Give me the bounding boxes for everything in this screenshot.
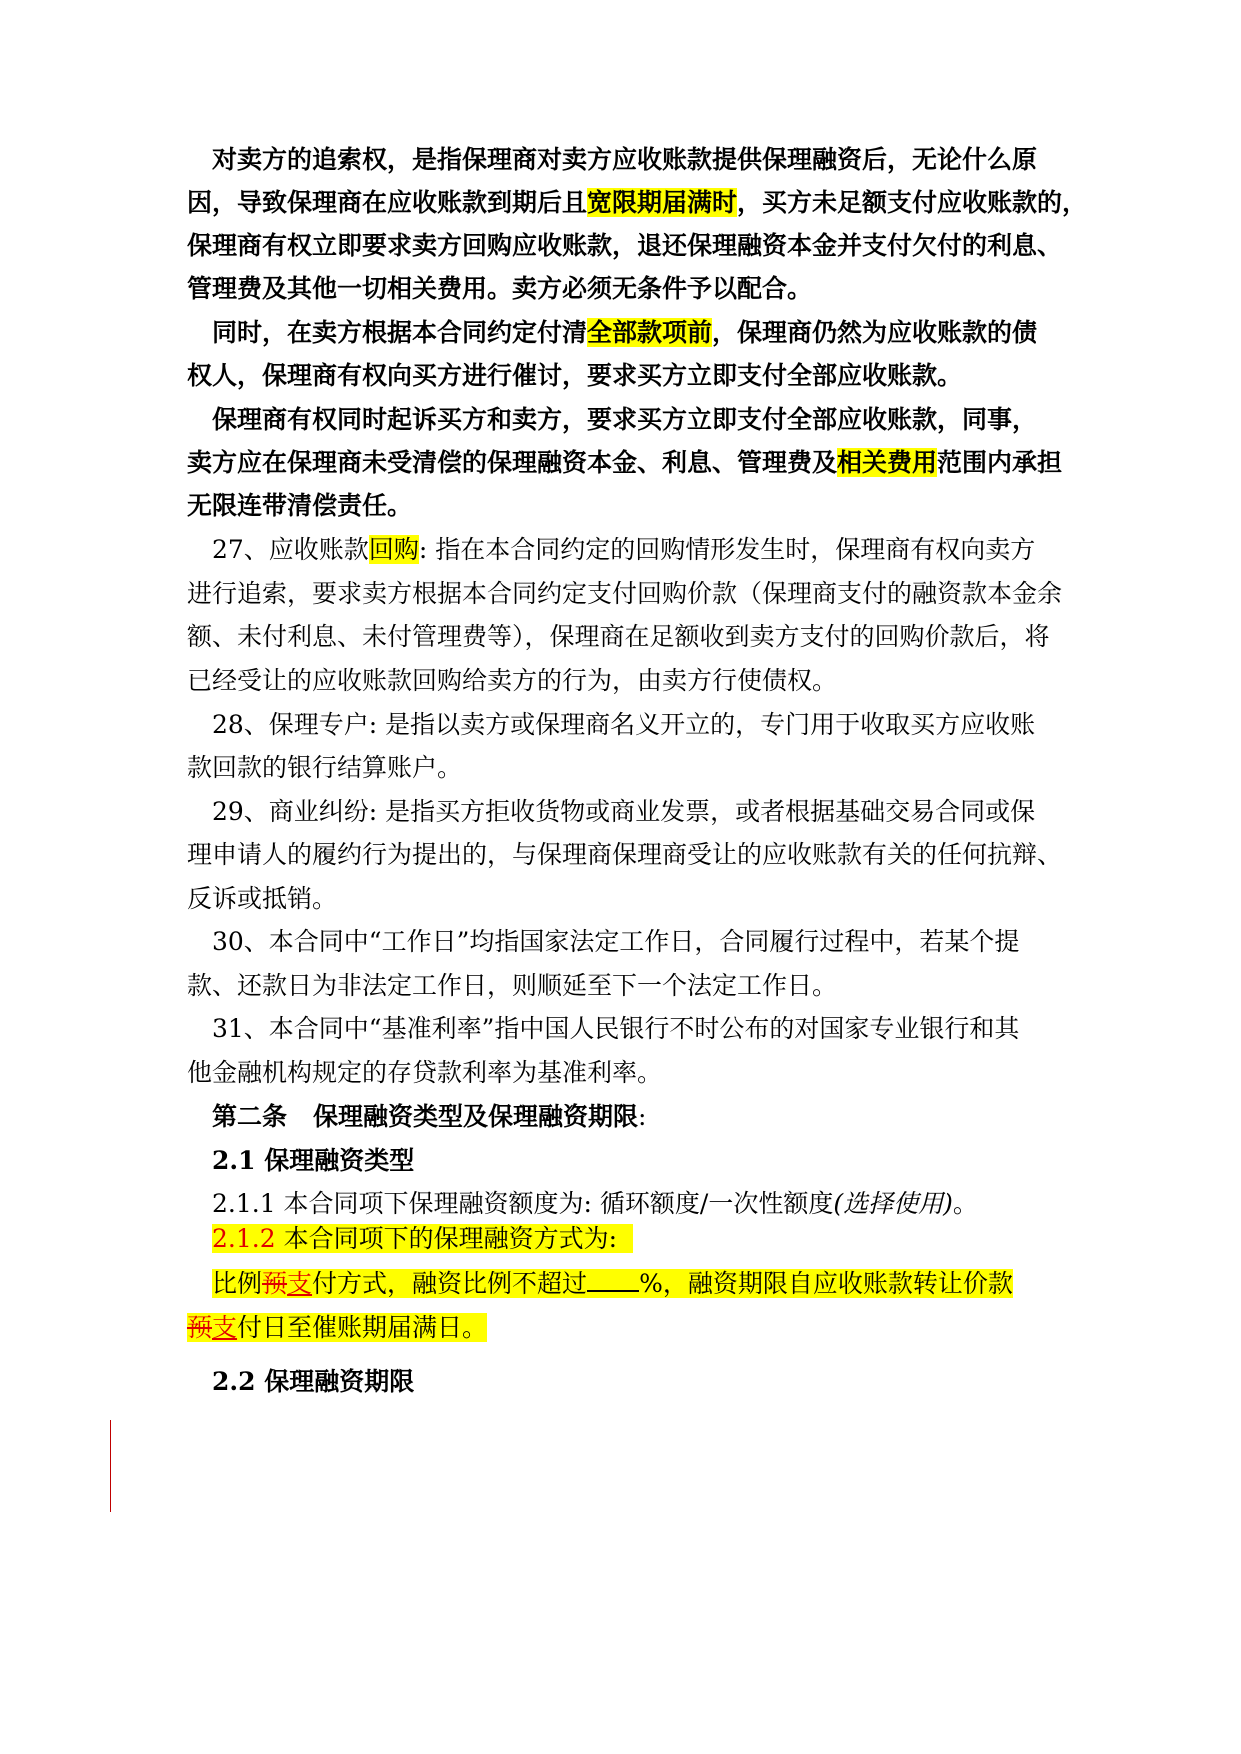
definition-28-line1: 28、保理专户: 是指以卖方或保理商名义开立的，专门用于收取买方应收账 bbox=[212, 710, 1036, 739]
section-2-1-1: 2.1.1 本合同项下保理融资额度为: 循环额度/一次性额度(选择使用)。 bbox=[212, 1189, 978, 1218]
recourse-p1-line1: 对卖方的追索权，是指保理商对卖方应收账款提供保理融资后，无论什么原 bbox=[212, 145, 1038, 174]
definition-27-line4: 已经受让的应收账款回购给卖方的行为，由卖方行使债权。 bbox=[187, 666, 838, 695]
ratio-clause-line2: 预支付日至催账期届满日。 bbox=[187, 1313, 488, 1342]
recourse-p2-line2: 权人，保理商有权向买方进行催讨，要求买方立即支付全部应收账款。 bbox=[187, 361, 963, 390]
deleted-text: 预 bbox=[262, 1269, 288, 1298]
definition-28-line2: 款回款的银行结算账户。 bbox=[187, 753, 463, 782]
ratio-clause-line1: 比例预支付方式，融资比例不超过 %，融资期限自应收账款转让价款 bbox=[212, 1266, 1013, 1301]
definition-29-line2: 理申请人的履约行为提出的，与保理商保理商受让的应收账款有关的任何抗辩、 bbox=[187, 840, 1063, 869]
definition-27-line3: 额、未付利息、未付管理费等），保理商在足额收到卖方支付的回购价款后，将 bbox=[187, 622, 1050, 651]
deleted-text: 预 bbox=[187, 1313, 213, 1342]
section-2-1-title: 2.1 保理融资类型 bbox=[212, 1146, 415, 1175]
revision-change-bar bbox=[110, 1420, 111, 1512]
definition-31-line1: 31、本合同中“基准利率”指中国人民银行不时公布的对国家专业银行和其 bbox=[212, 1014, 1020, 1043]
ratio-blank-field bbox=[587, 1266, 639, 1292]
article-2-heading: 第二条 保理融资类型及保理融资期限: bbox=[212, 1102, 647, 1131]
section-2-1-2 bbox=[212, 1222, 633, 1256]
recourse-p1-line3: 保理商有权立即要求卖方回购应收账款，退还保理融资本金并支付欠付的利息、 bbox=[187, 231, 1063, 260]
highlight-grace-period: 宽限期届满时 bbox=[587, 188, 738, 217]
definition-27-line1: 27、应收账款回购: 指在本合同约定的回购情形发生时，保理商有权向卖方 bbox=[212, 535, 1036, 564]
section-2-2-title: 2.2 保理融资期限 bbox=[212, 1367, 415, 1396]
recourse-p2-line1: 同时，在卖方根据本合同约定付清全部款项前，保理商仍然为应收账款的债 bbox=[212, 318, 1038, 347]
highlight-2-1-2: 2.1.2 本合同项下的保理融资方式为: bbox=[212, 1224, 633, 1253]
highlight-repurchase: 回购 bbox=[368, 535, 419, 564]
highlight-all-payments: 全部款项前 bbox=[587, 318, 713, 347]
recourse-p3-line2: 卖方应在保理商未受清偿的保理融资本金、利息、管理费及相关费用范围内承担 bbox=[187, 448, 1063, 477]
highlight-related-fees: 相关费用 bbox=[837, 448, 938, 477]
definition-30-line1: 30、本合同中“工作日”均指国家法定工作日，合同履行过程中，若某个提 bbox=[212, 927, 1020, 956]
definition-31-line2: 他金融机构规定的存贷款利率为基准利率。 bbox=[187, 1058, 663, 1087]
inserted-text: 支 bbox=[212, 1313, 238, 1342]
recourse-p3-line1: 保理商有权同时起诉买方和卖方，要求买方立即支付全部应收账款，同事， bbox=[212, 405, 1038, 434]
recourse-p1-line2: 因，导致保理商在应收账款到期后且宽限期届满时，买方未足额支付应收账款的， bbox=[187, 188, 1088, 217]
definition-30-line2: 款、还款日为非法定工作日，则顺延至下一个法定工作日。 bbox=[187, 971, 838, 1000]
definition-29-line1: 29、商业纠纷: 是指买方拒收货物或商业发票，或者根据基础交易合同或保 bbox=[212, 797, 1036, 826]
definition-27-line2: 进行追索，要求卖方根据本合同约定支付回购价款（保理商支付的融资款本金余 bbox=[187, 579, 1063, 608]
recourse-p1-line4: 管理费及其他一切相关费用。卖方必须无条件予以配合。 bbox=[187, 274, 813, 303]
definition-29-line3: 反诉或抵销。 bbox=[187, 884, 338, 913]
inserted-text: 支 bbox=[287, 1269, 313, 1298]
recourse-p3-line3: 无限连带清偿责任。 bbox=[187, 491, 413, 520]
